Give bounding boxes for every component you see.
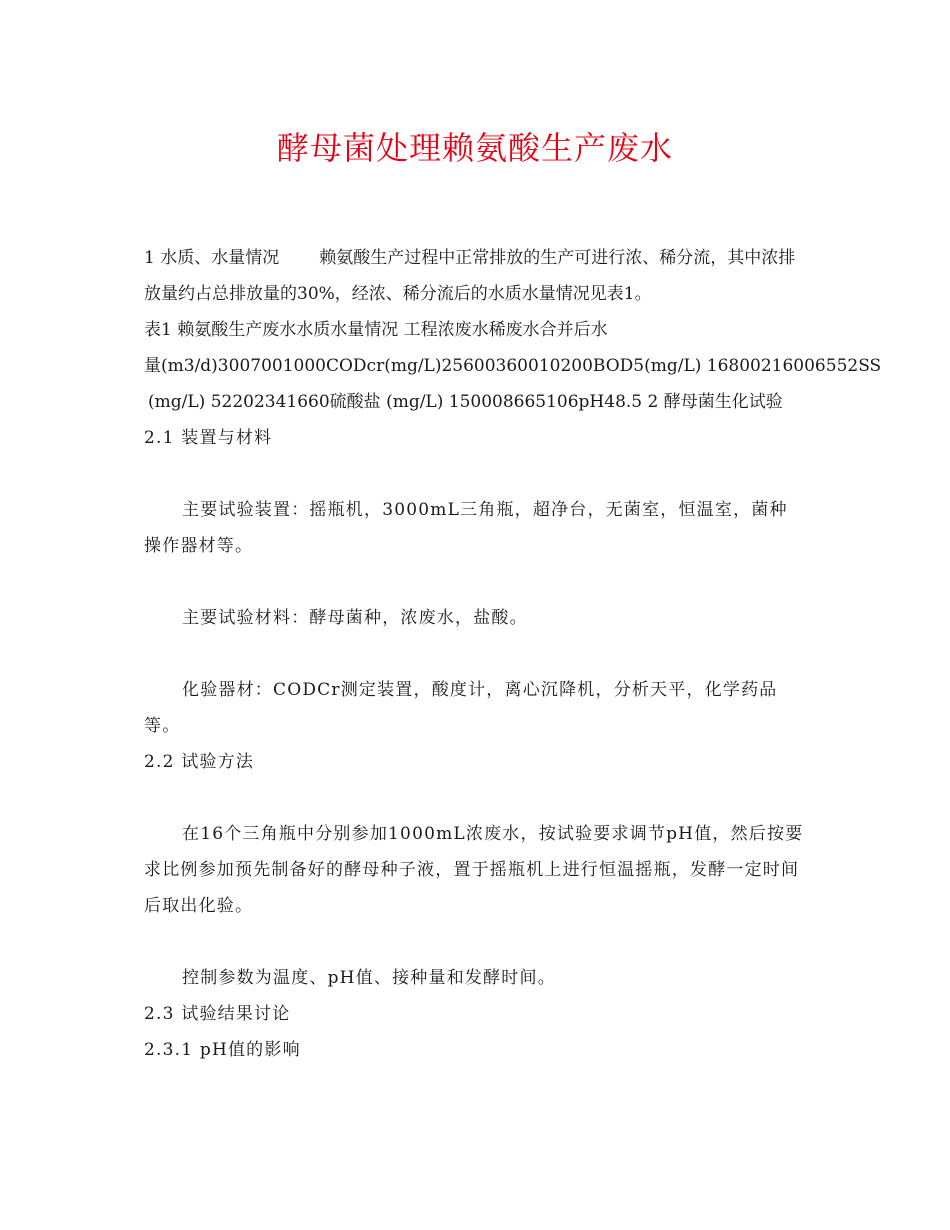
section-2-2-para-2: 控制参数为温度、pH值、接种量和发酵时间。 xyxy=(182,968,556,988)
section-2-2-heading: 2.2 试验方法 xyxy=(144,752,255,772)
section-2-1-heading: 2.1 装置与材料 xyxy=(144,428,273,448)
section-2-1-para-1: 主要试验装置：摇瓶机，3000mL三角瓶，超净台，无菌室，恒温室，菌种操作器材等。 xyxy=(144,500,788,556)
section-2-3-heading: 2.3 试验结果讨论 xyxy=(144,1004,291,1024)
section-1-paragraph xyxy=(144,240,804,312)
section-2-3-1-heading: 2.3.1 pH值的影响 xyxy=(144,1040,301,1060)
document-title: 酵母菌处理赖氨酸生产废水 xyxy=(276,129,673,167)
table-line-1: 表1 赖氨酸生产废水水质水量情况 工程浓废水稀废水合并后水 xyxy=(144,320,608,340)
section-2-1-para-2: 主要试验材料：酵母菌种，浓废水，盐酸。 xyxy=(182,608,528,628)
table-line-3: (mg/L) 52202341660硫酸盐 (mg/L) 150008665106pH48.5 2 酵母菌生化试验 xyxy=(148,392,783,412)
section-1-text: 赖氨酸生产过程中正常排放的生产可进行浓、稀分流，其中浓排放量约占总排放量的30%，经浓、稀分流后的水质水量情况见表1。 xyxy=(144,248,796,304)
section-2-2-para-1: 在16个三角瓶中分别参加1000mL浓废水，按试验要求调节pH值，然后按要求比例参加预先制备好的酵母种子液，置于摇瓶机上进行恒温摇瓶，发酵一定时间后取出化验。 xyxy=(144,824,804,916)
section-2-1-para-3: 化验器材：CODCr测定装置，酸度计，离心沉降机，分析天平，化学药品等。 xyxy=(144,680,778,736)
table-line-2: 量(m3/d)3007001000CODcr(mg/L)25600360010200BOD5(mg/L) 16800216006552SS xyxy=(144,356,882,376)
document-body xyxy=(144,240,882,1068)
section-1-heading: 1 水质、水量情况 xyxy=(144,248,280,268)
